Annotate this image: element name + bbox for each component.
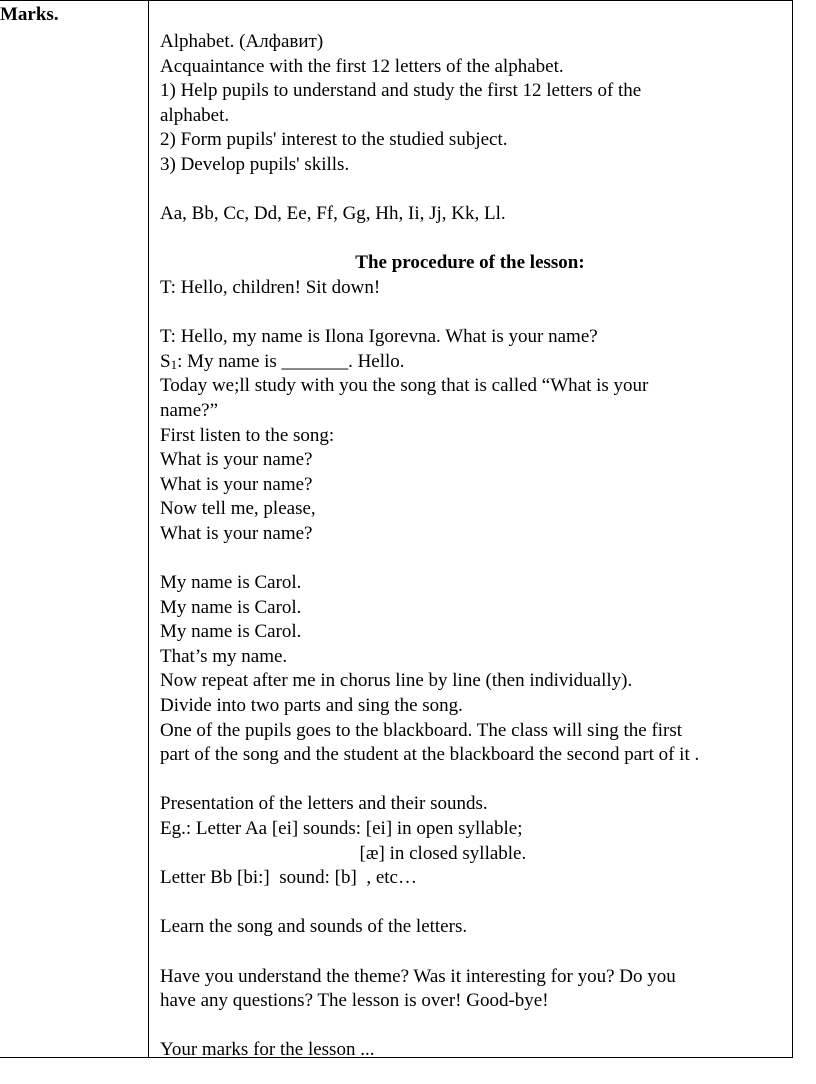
objective-1-continued: alphabet. bbox=[160, 104, 230, 126]
student-subscript: 1 bbox=[170, 356, 178, 372]
spacer bbox=[160, 768, 780, 793]
blackboard-line: One of the pupils goes to the blackboard. The class will sing the first bbox=[160, 719, 683, 741]
listen-line: First listen to the song: bbox=[160, 424, 335, 446]
student-reply-text: : My name is _______. Hello. bbox=[177, 350, 405, 372]
song-intro-line: Today we;ll study with you the song that is called “What is your bbox=[160, 375, 649, 397]
procedure-heading: The procedure of the lesson: bbox=[355, 252, 585, 274]
spacer bbox=[160, 546, 780, 571]
song-verse-line: What is your name? bbox=[160, 473, 313, 495]
song-verse-line: That’s my name. bbox=[160, 645, 288, 667]
presentation-line: Presentation of the letters and their sounds. bbox=[160, 793, 488, 815]
topic-line: Alphabet. (Алфавит) bbox=[160, 31, 324, 52]
divide-line: Divide into two parts and sing the song. bbox=[160, 695, 463, 717]
song-verse-line: What is your name? bbox=[160, 522, 313, 544]
repeat-line: Now repeat after me in chorus line by line (then individually). bbox=[160, 670, 633, 692]
spacer bbox=[160, 301, 780, 326]
spacer bbox=[160, 178, 780, 203]
blackboard-continued: part of the song and the student at the blackboard the second part of it . bbox=[160, 744, 700, 766]
song-verse-line: What is your name? bbox=[160, 449, 313, 471]
example-letter-b: Letter Bb [bi:] sound: [b] , etc… bbox=[160, 867, 417, 889]
student-label: S bbox=[160, 350, 171, 372]
song-verse-line: My name is Carol. bbox=[160, 621, 302, 643]
teacher-intro-line: T: Hello, my name is Ilona Igorevna. What is your name? bbox=[160, 326, 598, 348]
column-divider bbox=[148, 1, 149, 1057]
lesson-content bbox=[160, 30, 780, 1063]
student-reply-line bbox=[160, 350, 780, 375]
aim-line: Acquaintance with the first 12 letters of the alphabet. bbox=[160, 55, 564, 77]
objective-3-line: 3) Develop pupils' skills. bbox=[160, 153, 350, 175]
homework-line: Learn the song and sounds of the letters. bbox=[160, 916, 468, 938]
objective-2-line: 2) Form pupils' interest to the studied subject. bbox=[160, 129, 508, 151]
objective-1-line: 1) Help pupils to understand and study the first 12 letters of the bbox=[160, 80, 642, 102]
example-line: Eg.: Letter Aa [ei] sounds: [ei] in open syllable; bbox=[160, 818, 523, 839]
marks-heading: Marks. bbox=[0, 4, 59, 25]
spacer bbox=[160, 891, 780, 916]
spacer bbox=[160, 940, 780, 965]
greeting-line: T: Hello, children! Sit down! bbox=[160, 276, 381, 298]
spacer bbox=[160, 227, 780, 252]
closing-continued: have any questions? The lesson is over! Good-bye! bbox=[160, 990, 549, 1012]
song-verse-line: My name is Carol. bbox=[160, 572, 302, 594]
spacer bbox=[160, 1014, 780, 1039]
song-intro-continued: name?” bbox=[160, 399, 219, 421]
song-verse-line: My name is Carol. bbox=[160, 596, 302, 618]
example-continued: [æ] in closed syllable. bbox=[160, 842, 527, 864]
marks-line: Your marks for the lesson ... bbox=[160, 1039, 375, 1061]
closing-line: Have you understand the theme? Was it interesting for you? Do you bbox=[160, 965, 676, 987]
letters-line: Aa, Bb, Cc, Dd, Ee, Ff, Gg, Hh, Ii, Jj, Kk, Ll. bbox=[160, 203, 506, 225]
song-verse-line: Now tell me, please, bbox=[160, 498, 316, 520]
